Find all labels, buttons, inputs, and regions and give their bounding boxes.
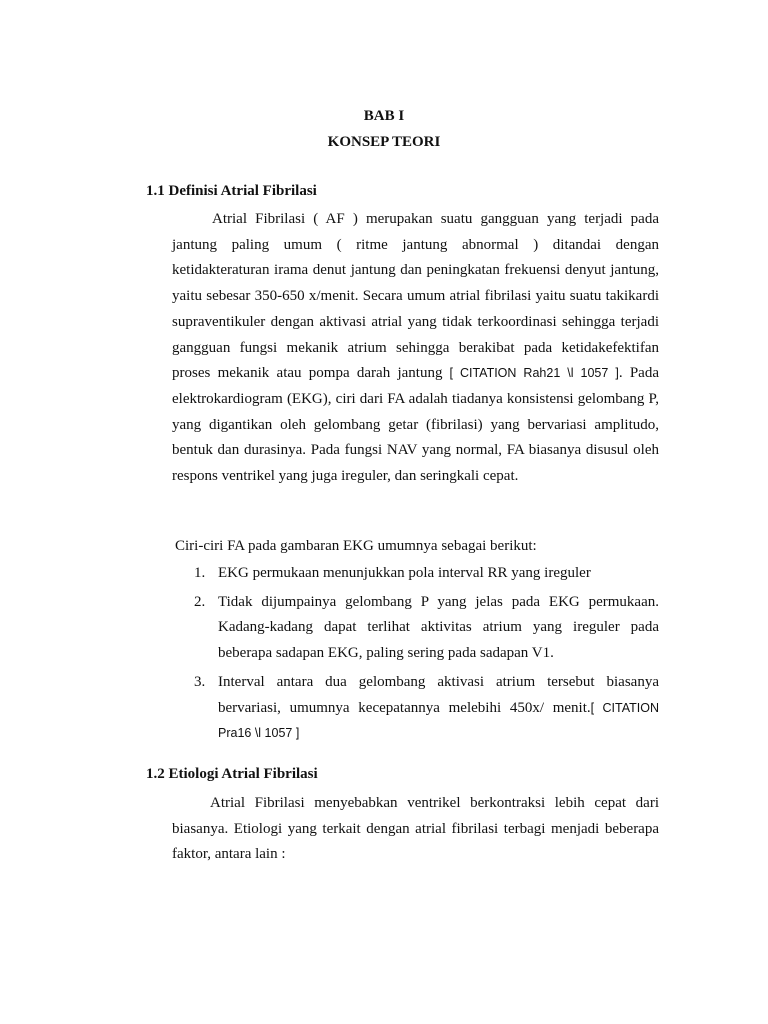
etiology-paragraph: Atrial Fibrilasi menyebabkan ventrikel berkontraksi lebih cepat dari biasanya. Etiologi yang terkait dengan atrial fibrilasi terbagi menjadi beberapa faktor, antara lain : bbox=[172, 795, 659, 863]
list-item-text: Interval antara dua gelombang aktivasi atrium tersebut biasanya bervariasi, umumnya kecepatannya melebihi 450x/ menit. bbox=[218, 673, 659, 716]
section-heading-etiologi: 1.2 Etiologi Atrial Fibrilasi bbox=[146, 766, 318, 782]
list-item-number: 1. bbox=[194, 565, 206, 581]
citation-pra16: [ CITATION Pra16 \l 1057 ] bbox=[218, 700, 660, 741]
list-intro: Ciri-ciri FA pada gambaran EKG umumnya sebagai berikut: bbox=[175, 538, 537, 554]
list-item-text: Tidak dijumpainya gelombang P yang jelas pada EKG permukaan. Kadang-kadang dapat terlihat aktivitas atrium yang ireguler pada beberapa sadapan EKG, paling sering pada sadapan V1. bbox=[218, 593, 659, 662]
definition-paragraph bbox=[172, 207, 659, 490]
citation-rah21: [ CITATION Rah21 \l 1057 ] bbox=[442, 366, 619, 381]
chapter-number: BAB I bbox=[363, 108, 405, 124]
section-heading-definisi: 1.1 Definisi Atrial Fibrilasi bbox=[146, 183, 317, 199]
list-item-text: EKG permukaan menunjukkan pola interval RR yang ireguler bbox=[218, 565, 591, 581]
list-item-number: 3. bbox=[194, 673, 206, 690]
list-item-number: 2. bbox=[194, 593, 206, 610]
ekg-criteria-list bbox=[172, 561, 659, 750]
list-item bbox=[172, 590, 659, 667]
list-item bbox=[172, 670, 659, 747]
definition-text-a: Atrial Fibrilasi ( AF ) merupakan suatu gangguan yang terjadi pada jantung paling umum ( ritme jantung abnormal ) ditandai dengan ketidakteraturan irama denut jantung dan peningkatan frekuensi denyut jantung, yaitu sebesar 350-650 x/menit. Secara umum atrial fibrilasi yaitu suatu takikardi supraventikuler dengan aktivasi atrial yang tidak terkoordinasi sehingga terjadi gangguan fungsi mekanik atrium sehingga berakibat pada ketidakefektifan proses mekanik atau pompa darah jantung bbox=[172, 211, 659, 382]
chapter-title: KONSEP TEORI bbox=[327, 134, 441, 150]
definition-text-b: . Pada elektrokardiogram (EKG), ciri dari FA adalah tiadanya konsistensi gelombang P, yang digantikan oleh gelombang getar (fibrilasi) yang bervariasi amplitudo, bentuk dan durasinya. Pada fungsi NAV yang normal, FA biasanya disusul oleh respons ventrikel yang juga ireguler, dan seringkali cepat. bbox=[172, 365, 659, 485]
list-item bbox=[172, 561, 659, 587]
